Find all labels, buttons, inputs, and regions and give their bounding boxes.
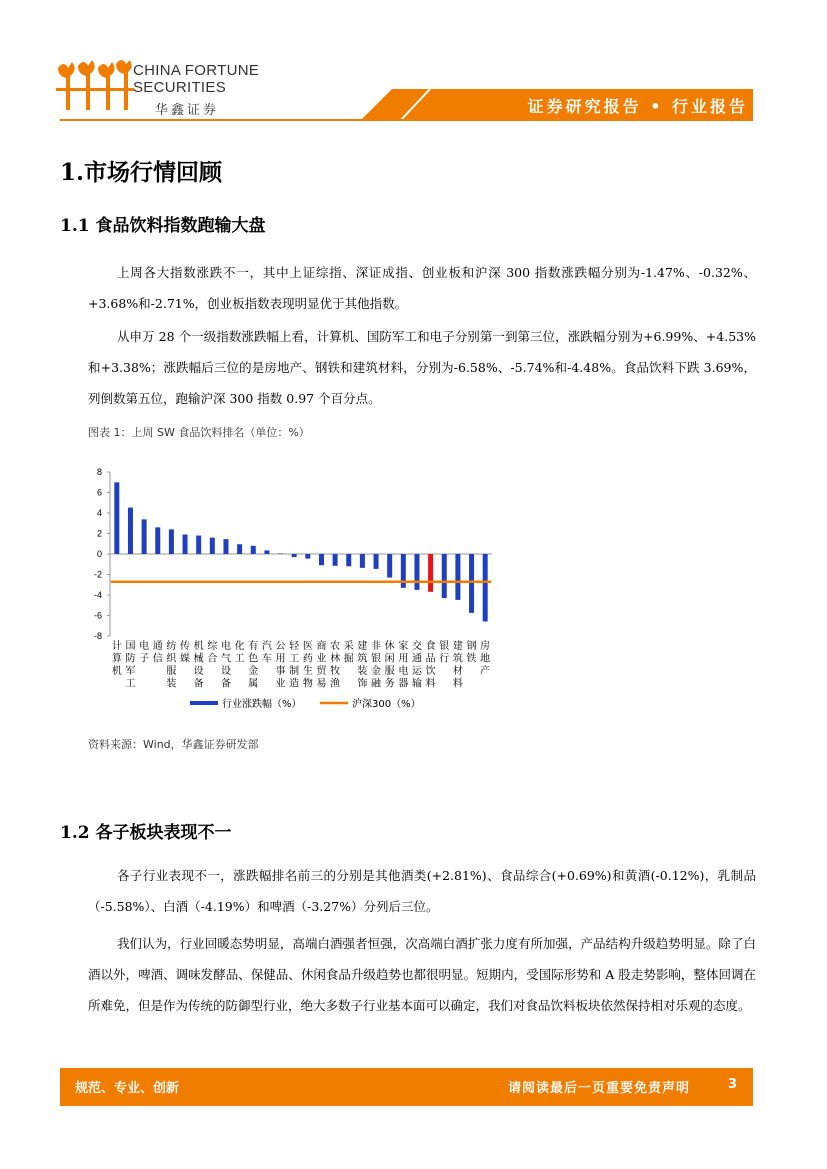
section-title: 1.市场行情回顾 bbox=[60, 159, 223, 186]
x-label-轻工制造: 轻工制造 bbox=[289, 641, 300, 690]
x-label-综合: 综合 bbox=[207, 641, 218, 665]
bar-银行 bbox=[442, 554, 447, 598]
legend-line-label: 沪深300（%） bbox=[352, 699, 421, 710]
paragraph-4: 我们认为，行业回暖态势明显，高端白酒强者恒强，次高端白酒扩张力度有所加强，产品结构升级趋势明显。除了白酒以外，啤酒、调味发酵品、保健品、休闲食品升级趋势也都很明显。短期内，受国际形势和 A 股走势影响，整体回调在所难免，但是作为传统的防御型行业，绝大多数子行业基本面可以确定，我们对食品饮料板块依然保持相对乐观的态度。 bbox=[88, 936, 756, 1013]
bar-通信 bbox=[155, 527, 160, 554]
bar-综合 bbox=[210, 538, 215, 554]
y-tick-label: 8 bbox=[96, 467, 102, 477]
bar-休闲服务 bbox=[387, 554, 392, 578]
header-rule bbox=[60, 119, 753, 121]
x-label-汽车: 汽车 bbox=[261, 641, 272, 665]
y-tick-label: 6 bbox=[96, 487, 102, 498]
x-label-传媒: 传媒 bbox=[180, 641, 191, 665]
x-label-采掘: 采掘 bbox=[343, 641, 354, 665]
paragraph-2: 从申万 28 个一级指数涨跌幅上看，计算机、国防军工和电子分别第一到第三位，涨跌幅分别为+6.99%、+4.53%和+3.38%；涨跌幅后三位的是房地产、钢铁和建筑材料，分别为-6.58%、-5.74%和-4.48%。食品饮料下跌 3.69%，列倒数第五位，跑输沪深 300 指数 0.97 个百分点。 bbox=[88, 329, 756, 406]
bar-钢铁 bbox=[469, 554, 474, 613]
x-label-电子: 电子 bbox=[139, 641, 150, 665]
y-tick-label: 0 bbox=[96, 549, 102, 559]
x-label-通信: 通信 bbox=[152, 641, 163, 665]
y-tick-label: 4 bbox=[96, 508, 102, 518]
subsection-title-1: 1.1 食品饮料指数跑输大盘 bbox=[60, 216, 266, 236]
x-label-医药生物: 医药生物 bbox=[302, 641, 313, 690]
x-label-家用电器: 家用电器 bbox=[398, 641, 409, 690]
bar-传媒 bbox=[183, 535, 188, 554]
footer-slogan: 规范、专业、创新 bbox=[75, 1081, 180, 1096]
bar-纺织服装 bbox=[169, 529, 174, 554]
bar-公用事业 bbox=[278, 553, 283, 554]
x-label-银行: 银行 bbox=[439, 641, 450, 665]
y-tick-label: -4 bbox=[93, 590, 102, 600]
bar-有色金属 bbox=[251, 546, 256, 554]
logo-text-cn: 华鑫证券 bbox=[155, 103, 220, 118]
bar-非银金融 bbox=[374, 554, 379, 569]
x-label-钢铁: 钢铁 bbox=[466, 641, 477, 665]
bar-房地产 bbox=[483, 554, 488, 621]
x-label-建筑材料: 建筑材料 bbox=[452, 641, 463, 690]
figure-caption: 图表 1：上周 SW 食品饮料排名（单位：%） bbox=[88, 426, 310, 439]
paragraph-1: 上周各大指数涨跌不一，其中上证综指、深证成指、创业板和沪深 300 指数涨跌幅分别为-1.47%、-0.32%、+3.68%和-2.71%，创业板指数表现明显优于其他指数。 bbox=[88, 265, 756, 311]
x-label-机械设备: 机械设备 bbox=[193, 641, 204, 690]
bar-医药生物 bbox=[305, 554, 310, 559]
footer-disclaimer-link[interactable]: 请阅读最后一页重要免责声明 bbox=[508, 1081, 691, 1096]
bar-化工 bbox=[237, 544, 242, 554]
x-label-休闲服务: 休闲服务 bbox=[384, 641, 395, 690]
x-label-食品饮料: 食品饮料 bbox=[425, 641, 436, 690]
x-label-农林牧渔: 农林牧渔 bbox=[330, 641, 341, 690]
subsection-title-2: 1.2 各子板块表现不一 bbox=[60, 823, 232, 843]
y-tick-label: -6 bbox=[93, 610, 102, 621]
header-tag: 证券研究报告 • 行业报告 bbox=[527, 97, 748, 116]
x-label-商业贸易: 商业贸易 bbox=[316, 641, 327, 690]
bar-食品饮料 bbox=[428, 554, 433, 592]
bar-汽车 bbox=[264, 550, 269, 554]
bar-采掘 bbox=[346, 554, 351, 566]
x-label-化工: 化工 bbox=[234, 641, 245, 665]
bar-商业贸易 bbox=[319, 554, 324, 565]
y-tick-label: -8 bbox=[93, 631, 102, 641]
x-label-电气设备: 电气设备 bbox=[220, 641, 231, 690]
paragraph-3: 各子行业表现不一，涨跌幅排名前三的分别是其他酒类(+2.81%)、食品综合(+0.69%)和黄酒(-0.12%)，乳制品（-5.58%）、白酒（-4.19%）和啤酒（-3.27%）分列后三位。 bbox=[88, 868, 756, 914]
x-label-房地产: 房地产 bbox=[480, 641, 491, 677]
company-logo bbox=[56, 58, 134, 116]
legend-bar-label: 行业涨跌幅（%） bbox=[222, 699, 302, 710]
x-label-国防军工: 国防军工 bbox=[125, 641, 136, 690]
logo-line-2: SECURITIES bbox=[133, 79, 227, 96]
bar-交通运输 bbox=[414, 554, 419, 590]
page-number: 3 bbox=[728, 1077, 738, 1092]
x-label-交通运输: 交通运输 bbox=[411, 641, 422, 690]
bar-国防军工 bbox=[128, 508, 133, 554]
x-label-非银金融: 非银金融 bbox=[371, 641, 382, 690]
bar-建筑材料 bbox=[455, 554, 460, 600]
bar-电子 bbox=[142, 519, 147, 554]
y-tick-label: 2 bbox=[96, 528, 102, 539]
x-label-计算机: 计算机 bbox=[111, 641, 122, 677]
bar-机械设备 bbox=[196, 536, 201, 554]
x-label-公用事业: 公用事业 bbox=[275, 641, 286, 690]
logo-line-1: CHINA FORTUNE bbox=[133, 62, 260, 79]
y-tick-label: -2 bbox=[93, 569, 102, 580]
x-label-有色金属: 有色金属 bbox=[248, 641, 259, 690]
figure-source: 资料来源：Wind，华鑫证券研发部 bbox=[88, 738, 259, 751]
bar-电气设备 bbox=[223, 539, 228, 554]
bar-chart bbox=[80, 460, 500, 715]
x-label-纺织服装: 纺织服装 bbox=[166, 641, 177, 690]
bar-轻工制造 bbox=[292, 554, 297, 557]
bar-建筑装饰 bbox=[360, 554, 365, 568]
x-label-建筑装饰: 建筑装饰 bbox=[357, 641, 368, 690]
logo-text-en bbox=[133, 62, 259, 96]
bar-计算机 bbox=[114, 482, 119, 554]
bar-农林牧渔 bbox=[333, 554, 338, 566]
